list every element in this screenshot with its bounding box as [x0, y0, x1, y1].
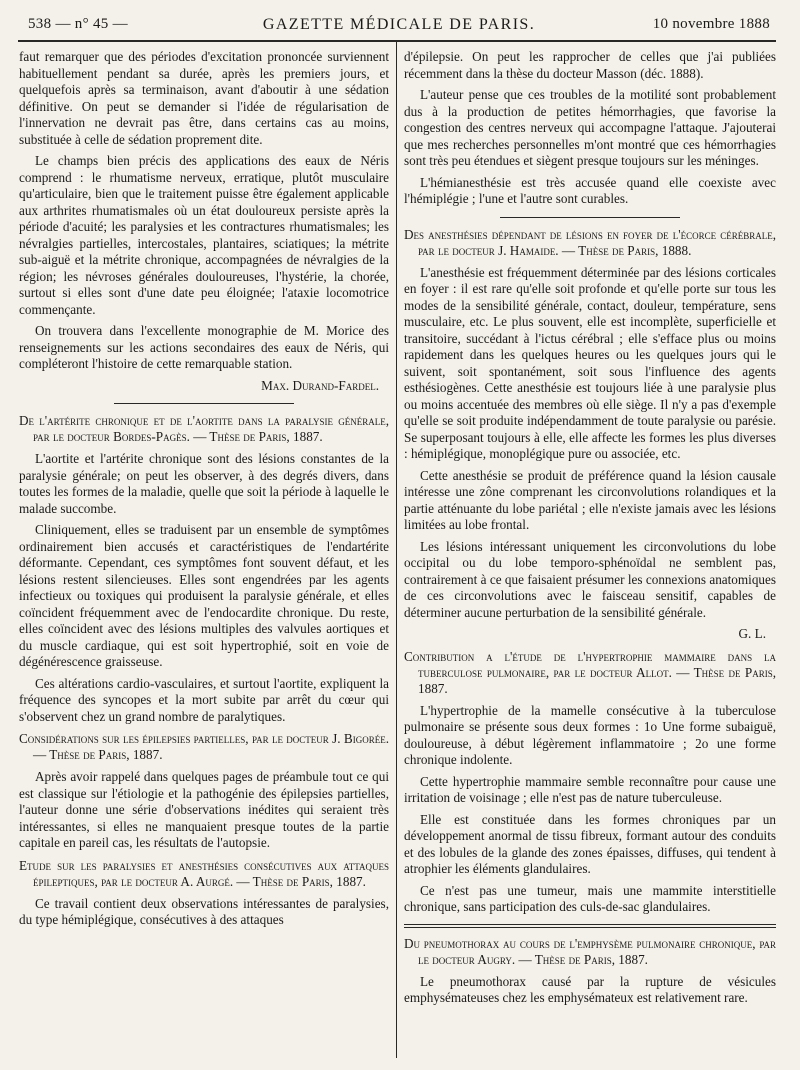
header-rule	[18, 40, 776, 42]
right-column	[404, 49, 776, 1012]
paragraph: Le pneumothorax causé par la rupture de vésicules emphysémateuses chez les emphysémateux est relativement rare.	[404, 973, 776, 1005]
left-column	[19, 49, 389, 934]
paragraph: Après avoir rappelé dans quelques pages de préambule tout ce qui est classique sur l'étiologie et la pathogénie des épilepsies partielles, l'auteur donne une série d'observations inédites qui seraient très intéressantes, si elles ne manquaient presque toutes de la partie capitale en pareil cas, les résultats de l'autopsie.	[19, 769, 389, 850]
issue-date: 10 novembre 1888	[652, 16, 770, 32]
paragraph: Ce n'est pas une tumeur, mais une mammite interstitielle chronique, sans participation des culs-de-sac glandulaires.	[404, 882, 776, 914]
review-heading: Etude sur les paralysies et anesthésies consécutives aux attaques épileptiques, par le docteur A. Aurgé. — Thèse de Paris, 1887.	[19, 857, 389, 889]
review-heading: Du pneumothorax au cours de l'emphysème pulmonaire chronique, par le docteur Augry. — Thèse de Paris, 1887.	[404, 935, 776, 967]
paragraph: Cette hypertrophie mammaire semble reconnaître pour cause une irritation de voisinage ; elle n'est pas de nature tuberculeuse.	[404, 773, 776, 805]
paragraph: L'aortite et l'artérite chronique sont des lésions constantes de la paralysie générale; on peut les observer, à des degrés divers, dans toutes les formes de la maladie, quelle que soit la période à laquelle le malade succombe.	[19, 451, 389, 516]
journal-title: GAZETTE MÉDICALE DE PARIS.	[262, 16, 536, 33]
review-heading: Des anesthésies dépendant de lésions en foyer de l'écorce cérébrale, par le docteur J. Hamaide. — Thèse de Paris, 1888.	[404, 226, 776, 258]
section-rule	[500, 217, 680, 218]
paragraph: d'épilepsie. On peut les rapprocher de celles que j'ai publiées récemment dans la thèse du docteur Masson (déc. 1888).	[404, 49, 776, 81]
author-signature: G. L.	[738, 626, 766, 641]
paragraph: Ce travail contient deux observations intéressantes de paralysies, du type hémiplégique, consécutives à des attaques	[19, 895, 389, 927]
review-heading: De l'artérite chronique et de l'aortite dans la paralysie générale, par le docteur Bordes-Pagès. — Thèse de Paris, 1887.	[19, 413, 389, 444]
paragraph: Cette anesthésie se produit de préférence quand la lésion causale intéresse une zône comprenant les circonvolutions rolandiques et la partie atténuante du lobe pariétal ; elle n'existe jamais avec les lésions limitées au lobe frontal.	[404, 467, 776, 532]
section-rule	[114, 403, 294, 404]
paragraph: Les lésions intéressant uniquement les circonvolutions du lobe occipital ou du lobe temporo-sphénoïdal ne semblent pas, contrairement à ce que faisaient présumer les connexions anatomiques de ces circonvolutions avec le faisceau sensitif, capables de déterminer aucune perturbation de la sensibilité générale.	[404, 538, 776, 620]
review-heading: Considérations sur les épilepsies partielles, par le docteur J. Bigorée. — Thèse de Paris, 1887.	[19, 731, 389, 762]
paragraph: Ces altérations cardio-vasculaires, et surtout l'aortite, expliquent la fréquence des syncopes et la mort subite par arrêt du cœur qui s'observent chez un grand nombre de paralytiques.	[19, 675, 389, 724]
paragraph: faut remarquer que des périodes d'excitation prononcée surviennent habituellement pendant sa durée, après les premiers jours, et quelquefois après sa terminaison, avant d'aboutir à une sédation définitive. On peut se demander si l'idée de régularisation de l'innervation ne devrait pas être, dans certains cas au moins, substituée à celle de sédation proprement dite.	[19, 49, 389, 147]
paragraph: L'auteur pense que ces troubles de la motilité sont probablement dus à la production de petites hémorrhagies, que favorise la congestion des centres nerveux qui accompagne l'attaque. J'ajouterai que mes recherches personnelles m'ont montré que ces hémorrhagies sont très peu étendues et siègent presque toujours sur les méninges.	[404, 87, 776, 168]
paragraph: Cliniquement, elles se traduisent par un ensemble de symptômes ordinairement bien accusés et caractéristiques de l'endartérite déformante. Cependant, ces symptômes font souvent défaut, et les lésions restent silencieuses. Elles sont engendrées par les agents infectieux ou toxiques qui produisent la paralysie générale, et elles coïncident fréquemment avec de l'endocardite chronique. Du reste, elles coïncident avec des lésions multiples des valvules aortiques et du muscle cardiaque, qui est soit hypertrophié, soit en voie de dégénérescence graisseuse.	[19, 522, 389, 669]
paragraph: L'hémianesthésie est très accusée quand elle coexiste avec l'hémiplégie ; l'une et l'autre sont curables.	[404, 174, 776, 206]
column-divider	[396, 42, 397, 1058]
page-number: 538 — n° 45 —	[28, 16, 128, 32]
paragraph: L'anesthésie est fréquemment déterminée par des lésions corticales en foyer : il est rare qu'elle soit profonde et qu'elle porte sur tous les modes de la sensibilité générale, contact, douleur, température, sens musculaire, etc. Le plus souvent, elle est incomplète, superficielle et transitoire, succédant à l'ictus cérébral ; elle s'efface plus ou moins rapidement dans les quelques heures ou les quelques jours qui le suivent, soit spontanément, soit sous l'influence des agents esthésiogènes. Cette anesthésie est toujours liée à une paralysie plus ou moins accentuée des membres où elle siège. Il n'y a pas d'exemple qu'elle se soit produite indépendamment de toute paralysie ou parésie. Se superposant toujours à elle, elle affecte les formes les plus diverses : hémiplégique, monoplégique pure ou associée, etc.	[404, 264, 776, 461]
paragraph: Elle est constituée dans les formes chroniques par un développement anormal de tissu fibreux, formant autour des conduits et des lobules de la glande des zones épaisses, diffuses, qui tendent à atrophier les éléments glandulaires.	[404, 811, 776, 876]
paragraph: On trouvera dans l'excellente monographie de M. Morice des renseignements sur les actions secondaires des eaux de Néris, qui compléteront l'histoire de cette remarquable station.	[19, 323, 389, 371]
page-header	[28, 14, 770, 38]
review-heading: Contribution a l'étude de l'hypertrophie mammaire dans la tuberculose pulmonaire, par le docteur Allot. — Thèse de Paris, 1887.	[404, 648, 776, 696]
section-rule	[404, 924, 776, 928]
author-signature: Max. Durand-Fardel.	[261, 377, 379, 393]
paragraph: Le champs bien précis des applications des eaux de Néris comprend : le rhumatisme nerveux, erratique, plutôt musculaire qu'articulaire, bien que le traitement puisse être également applicable aux arthrites rhumatismales où un état douloureux persiste après la période d'acuité; les paralysies et les contractures rhumatismales; les névralgies partielles, intercostales, plantaires, sciatiques; la métrite sub-aiguë et la métrite chronique, accompagnées de névralgies de la région; les névroses générales douloureuses, l'hystérie, la chorée, surtout si elles sont d'une date peu éloignée; l'ataxie locomotrice commençante.	[19, 153, 389, 317]
paragraph: L'hypertrophie de la mamelle consécutive à la tuberculose pulmonaire se présente sous deux formes : 1o Une forme subaiguë, douloureuse, à début légèrement inflammatoire ; 2o une forme chronique indolente.	[404, 702, 776, 767]
